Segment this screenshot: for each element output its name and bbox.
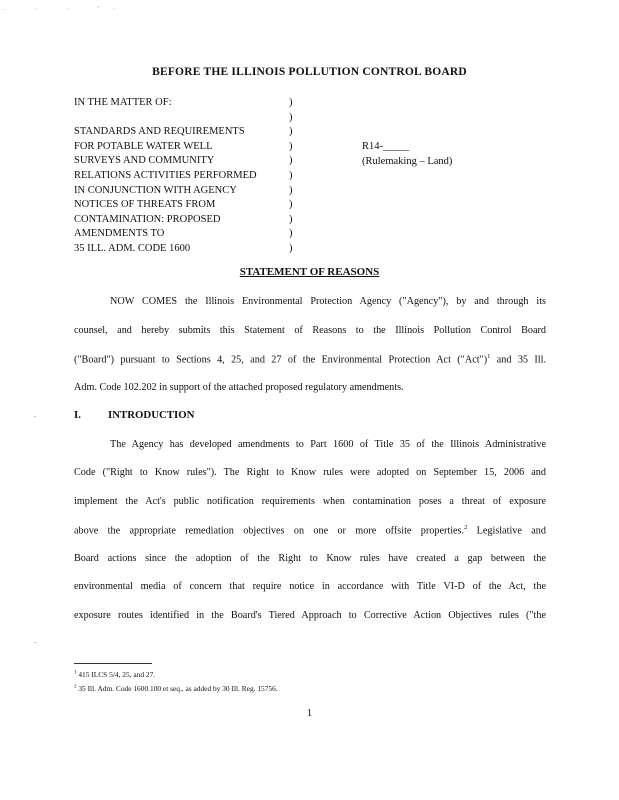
caption-line: 35 ILL. ADM. CODE 1600	[74, 242, 191, 254]
footnote-separator	[74, 663, 152, 664]
caption-line: FOR POTABLE WATER WELL	[74, 140, 213, 152]
footnote-2	[74, 684, 278, 693]
line-text: above the appropriate remediation objectives on one or more offsite properties.	[74, 525, 465, 537]
paren: )	[289, 140, 293, 152]
paren: )	[289, 169, 293, 181]
paren: )	[289, 228, 293, 240]
caption-line: CONTAMINATION: PROPOSED	[74, 213, 221, 225]
footnote-ref: 1	[487, 353, 491, 360]
paragraph-line: Board actions since the adoption of the Right to Know rules have created a gap between the	[74, 553, 546, 564]
paragraph-line: NOW COMES the Illinois Environmental Protection Agency ("Agency"), by and through its	[110, 296, 546, 307]
paragraph-line	[74, 353, 546, 365]
caption-line: STANDARDS AND REQUIREMENTS	[74, 126, 245, 138]
paragraph-line: environmental media of concern that require notice in accordance with Title VI-D of the Act, the	[74, 581, 546, 592]
docket-type: (Rulemaking – Land)	[362, 156, 453, 167]
paren: )	[289, 97, 293, 108]
case-caption	[74, 96, 257, 257]
paren: )	[289, 155, 293, 167]
paren: )	[289, 213, 293, 225]
footnote-text: 415 ILCS 5/4, 25, and 27.	[76, 670, 156, 679]
paragraph-line: exposure routes identified in the Board's Tiered Approach to Corrective Action Objectives rules ("the	[74, 610, 546, 621]
scan-specks: . · · '·	[4, 6, 130, 12]
caption-line: AMENDMENTS TO	[74, 228, 165, 240]
caption-line: IN CONJUNCTION WITH AGENCY	[74, 184, 237, 196]
board-heading: BEFORE THE ILLINOIS POLLUTION CONTROL BOARD	[152, 66, 467, 78]
page-number: 1	[306, 708, 313, 719]
caption-line	[74, 111, 257, 126]
footnote-ref: 2	[464, 524, 468, 531]
paren: )	[289, 184, 293, 196]
margin-mark: .	[34, 410, 36, 419]
paren: )	[289, 126, 293, 138]
caption-line: IN THE MATTER OF:	[74, 97, 172, 108]
paren: )	[289, 242, 293, 254]
line-text: and 35 Ill.	[490, 354, 547, 366]
docket-info	[362, 139, 452, 169]
footnote-mark: 1	[74, 670, 77, 676]
paren: )	[289, 111, 293, 123]
paren: )	[289, 199, 293, 211]
caption-line: NOTICES OF THREATS FROM	[74, 199, 216, 211]
docket-number: R14-_____	[362, 141, 410, 152]
line-text: Legislative and	[467, 525, 546, 537]
paragraph-line	[74, 524, 546, 536]
margin-mark: .	[34, 636, 36, 645]
footnote-1	[74, 670, 155, 679]
section-title: INTRODUCTION	[108, 409, 195, 421]
paragraph-line: Adm. Code 102.202 in support of the attached proposed regulatory amendments.	[74, 382, 404, 393]
caption-line: SURVEYS AND COMMUNITY	[74, 155, 215, 167]
footnote-text: 35 Ill. Adm. Code 1600.100 et seq., as added by 30 Ill. Reg. 15756.	[76, 684, 278, 693]
statement-title: STATEMENT OF REASONS	[239, 266, 380, 278]
caption-line: RELATIONS ACTIVITIES PERFORMED	[74, 169, 257, 181]
paragraph-line: The Agency has developed amendments to Part 1600 of Title 35 of the Illinois Administrative	[110, 439, 546, 450]
paragraph-line: implement the Act's public notification requirements when contamination poses a threat of exposure	[74, 496, 546, 507]
footnote-mark: 2	[74, 684, 77, 690]
caption-parentheses	[289, 96, 293, 257]
paragraph-line: Code ("Right to Know rules"). The Right to Know rules were adopted on September 15, 2006 and	[74, 467, 546, 478]
section-number: I.	[74, 409, 81, 421]
paragraph-line: counsel, and hereby submits this Statement of Reasons to the Illinois Pollution Control Board	[74, 325, 546, 336]
line-text: ("Board") pursuant to Sections 4, 25, and 27 of the Environmental Protection Act ("Act")	[74, 354, 488, 366]
